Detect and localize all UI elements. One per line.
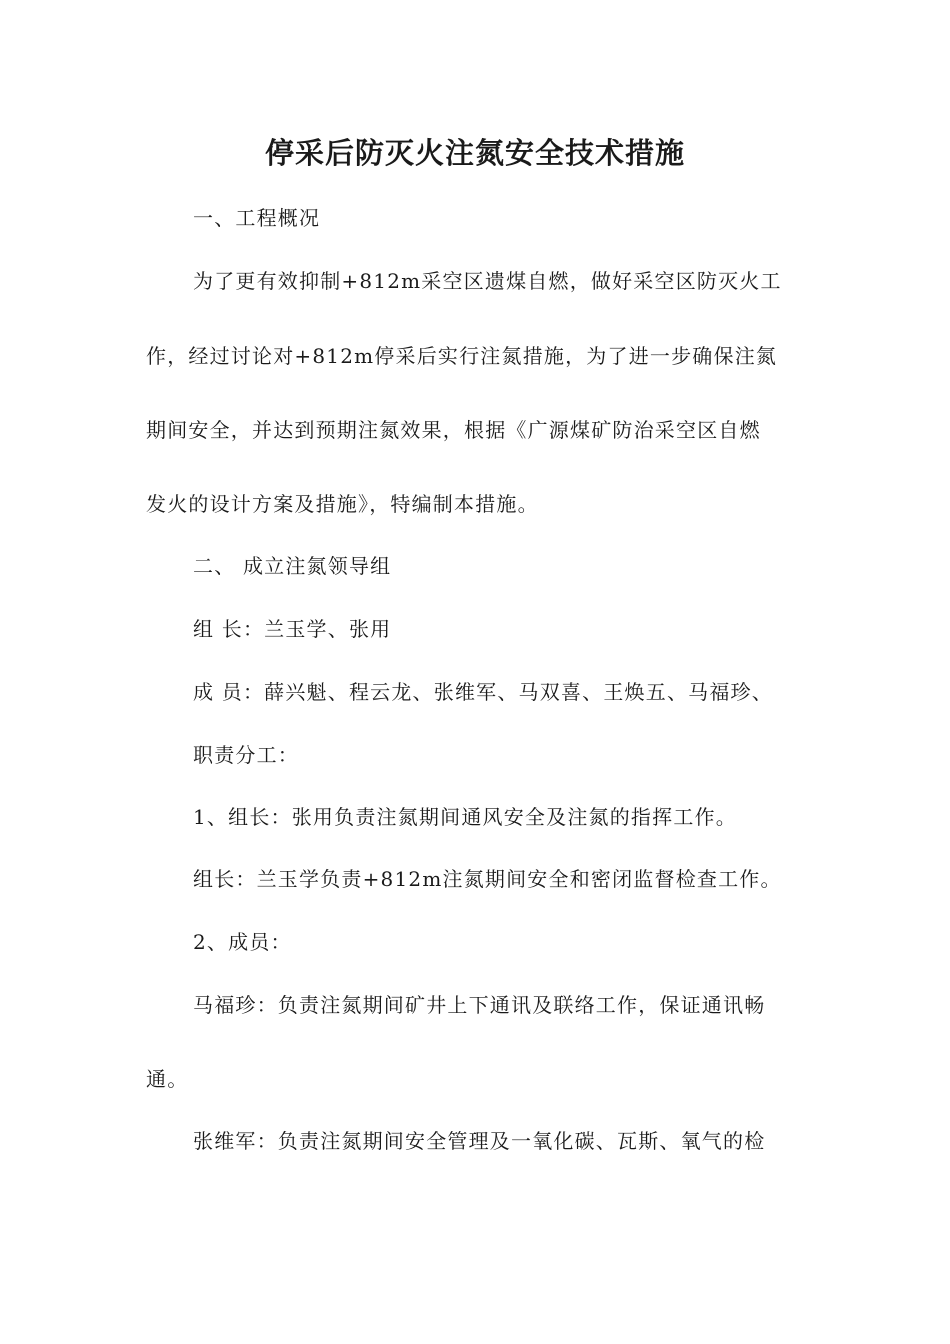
members-heading: 2、成员：: [193, 930, 292, 954]
paragraph-line: 发火的设计方案及措施》，特编制本措施。: [146, 492, 539, 516]
team-members-line: 成 员：薛兴魁、程云龙、张维军、马双喜、王焕五、马福珍、: [193, 680, 773, 704]
document-title: 停采后防灭火注氮安全技术措施: [264, 136, 685, 170]
paragraph-line: 张维军：负责注氮期间安全管理及一氧化碳、瓦斯、氧气的检: [193, 1129, 766, 1153]
team-leader-line: 组 长：兰玉学、张用: [193, 617, 392, 641]
duty-line: 1、组长：张用负责注氮期间通风安全及注氮的指挥工作。: [193, 805, 737, 829]
paragraph-line: 为了更有效抑制+812m采空区遗煤自燃，做好采空区防灭火工: [193, 269, 782, 293]
paragraph-line: 马福珍：负责注氮期间矿井上下通讯及联络工作，保证通讯畅: [193, 993, 766, 1017]
duties-heading: 职责分工：: [193, 743, 299, 767]
paragraph-line: 作，经过讨论对+812m停采后实行注氮措施，为了进一步确保注氮: [146, 344, 778, 368]
section-heading-leadership: 二、 成立注氮领导组: [193, 554, 392, 578]
section-heading-overview: 一、工程概况: [193, 206, 321, 230]
paragraph-line: 通。: [146, 1067, 189, 1091]
duty-line: 组长：兰玉学负责+812m注氮期间安全和密闭监督检查工作。: [193, 867, 782, 891]
paragraph-line: 期间安全，并达到预期注氮效果，根据《广源煤矿防治采空区自燃: [146, 418, 761, 442]
